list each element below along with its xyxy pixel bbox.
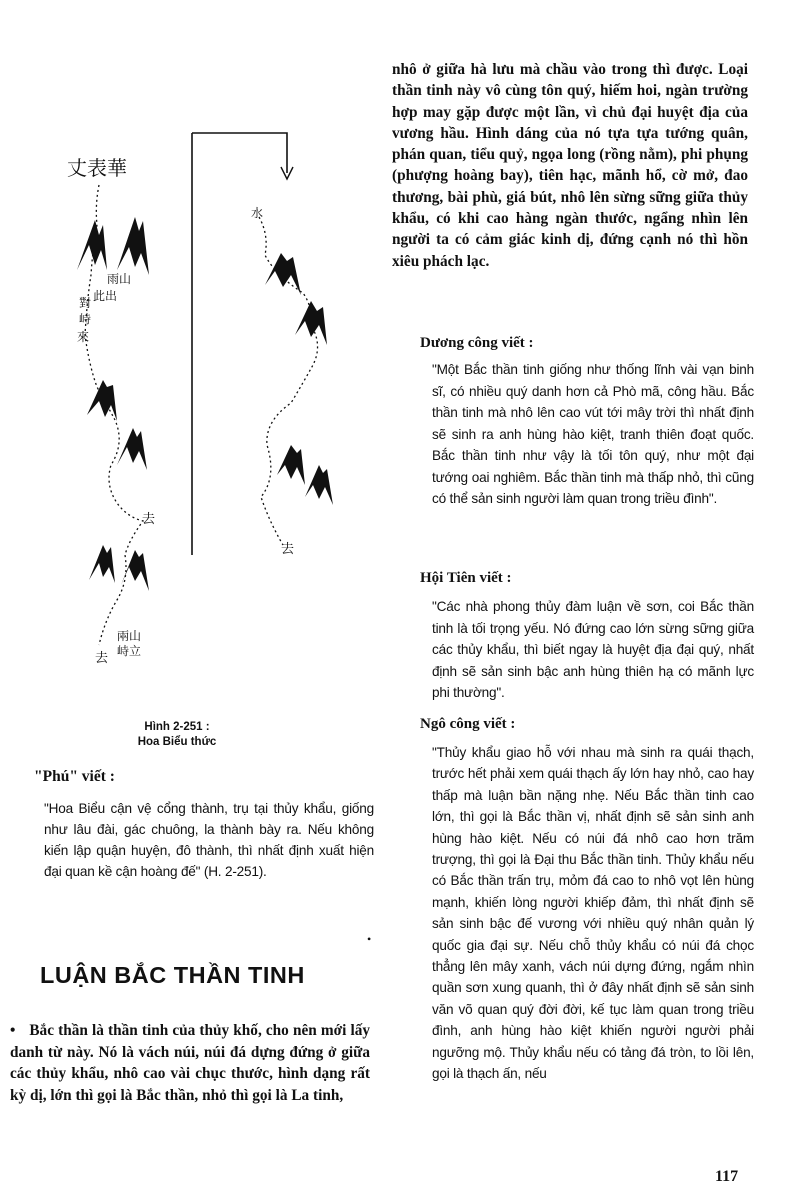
feng-shui-figure <box>55 125 355 695</box>
figure-label-lai: 來 <box>77 330 90 344</box>
figure-caption-number: Hình 2-251 : <box>144 721 210 733</box>
figure-caption <box>112 720 242 750</box>
ngo-cong-label: Ngô công viết : <box>420 716 516 732</box>
mountain-right-2 <box>295 301 327 345</box>
figure-label-liang-shan-2: 兩山 <box>117 629 142 643</box>
hoi-tien-quote: "Các nhà phong thủy đàm luận về sơn, coi Bắc thần tinh là tối trọng yếu. Nó đứng cao lớn sừng sững giữa các thủy khẩu, thì biết ngay là huyệt địa đại quý, nhất định sẽ sản sinh bậc anh hùng thiên hạ có mãnh lực phi thường". <box>432 599 754 700</box>
figure-label-shui: 水 <box>251 206 264 220</box>
page-number: 117 <box>715 1168 739 1185</box>
figure-label-qu-2: 去 <box>95 651 109 666</box>
mountain-3 <box>117 428 147 470</box>
bullet-mark: • <box>10 1022 16 1039</box>
duong-cong-label: Dương công viết : <box>420 335 534 351</box>
section-heading: LUẬN BẮC THẦN TINH <box>40 962 305 988</box>
phu-quote: "Hoa Biểu cận vệ cổng thành, trụ tại thủy khẩu, giống như lâu đài, gác chuông, la thành bày ra. Nếu không kiến lập quận huyện, đô thành, thì nhất định xuất hiện đại quan kề cận hoàng đế" (H. 2-251). <box>44 801 374 879</box>
figure-label-liang-shan: 雨山 <box>107 272 132 286</box>
duong-cong-quote: "Một Bắc thần tinh giống như thống lĩnh vài vạn binh sĩ, có nhiều quý danh hơn cả Phò mã, công hầu. Bắc thần tinh mà nhô lên cao vút tới mây trời thì nhất định sẽ sinh ra anh hùng hào kiệt, tranh thiên đoạt quốc. Bắc thần tinh như vậy là tối tôn quý, như một đại tướng oai nghiêm. Bắc thần tinh mà thấp nhỏ, thì cũng có thể sản sinh người làm quan trong triều đình". <box>432 362 754 506</box>
figure-label-hua-biao: 丈表華 <box>67 156 127 180</box>
mountain-right-pair-3 <box>277 445 333 505</box>
left-body-text: Bắc thần là thần tinh của thủy khố, cho nên mới lấy danh từ này. Nó là vách núi, núi đá dựng đứng ở giữa các thủy khẩu, nhô cao vài chục thước, hình dạng rất kỳ dị, lớn thì gọi là Bắc thần, nhỏ thì gọi là La tinh, <box>10 1022 370 1104</box>
figure-label-zhi-li: 峙立 <box>117 644 142 658</box>
hoi-tien-label: Hội Tiên viết : <box>420 570 512 586</box>
mountain-pair-1 <box>77 217 149 275</box>
river-frame-arrow <box>192 133 293 555</box>
figure-drawing <box>55 125 355 695</box>
right-top-paragraph: nhô ở giữa hà lưu mà chầu vào trong thì được. Loại thần tinh này vô cùng tôn quý, hiếm hoi, ngàn trường hợp may gặp được một lần, vì chủ đại huyệt địa của vương hầu. Hình dáng của nó tựa tựa tướng quân, phán quan, tiểu quỷ, ngọa long (rồng nằm), phi phụng (phượng hoàng bay), tiên hạc, mãnh hổ, cờ mở, đao thương, bài phù, giá bút, nhô lên sừng sững giữa thủy khẩu, có khi cao hàng ngàn thước, ngẩng nhìn lên người ta có cảm giác kinh dị, đứng cạnh nó thì hồn xiêu phách lạc. <box>392 61 748 270</box>
phu-label: "Phú" viết : <box>34 768 115 785</box>
figure-caption-title: Hoa Biểu thức <box>137 736 217 748</box>
ngo-cong-quote: "Thủy khẩu giao hỗ với nhau mà sinh ra quái thạch, trước hết phải xem quái thạch ấy lớn hay nhỏ, cao hay thấp mà luận bần nặng nhẹ. Nếu Bắc thần tinh cao lớn, thì gọi là Bắc thần vị, nhất định sẽ sản sinh anh hùng hào kiệt. Nếu có núi đá nhô cao hơn trăm trượng, thì gọi là Đại thu Bắc thần tinh. Thủy khẩu nếu có Bắc thần trấn trụ, mỏm đá cao to nhô vọt lên hùng mạnh, khiến lòng người khiếp đảm, thì nhất định sẽ sản sinh bậc đế vương với nhiều quý nhân quản lý quốc gia đại sự. Nếu chỗ thủy khẩu có núi đá chọc thẳng lên mây xanh, vách núi dựng đứng, ngắm nhìn quần sơn xung quanh, thì ở đây nhất định sẽ sản sinh văn võ quan quý đời đời, kế tục làm quan trong triều đình, anh hùng hào kiệt khiến người người phải ngưỡng mộ. Thủy khẩu nếu có tảng đá tròn, to lồi lên, gọi là thạch ấn, nếu <box>432 745 754 1082</box>
mountain-pair-4 <box>89 545 149 591</box>
left-body-paragraph <box>10 1020 370 1106</box>
figure-label-qu-1: 去 <box>142 512 156 527</box>
figure-label-ci-chu: 此出 <box>93 289 118 303</box>
figure-label-dui: 對 <box>79 296 92 310</box>
stray-mark: • <box>367 932 372 946</box>
figure-label-zhi: 峙 <box>79 312 92 326</box>
figure-label-qu-right: 去 <box>281 542 295 557</box>
